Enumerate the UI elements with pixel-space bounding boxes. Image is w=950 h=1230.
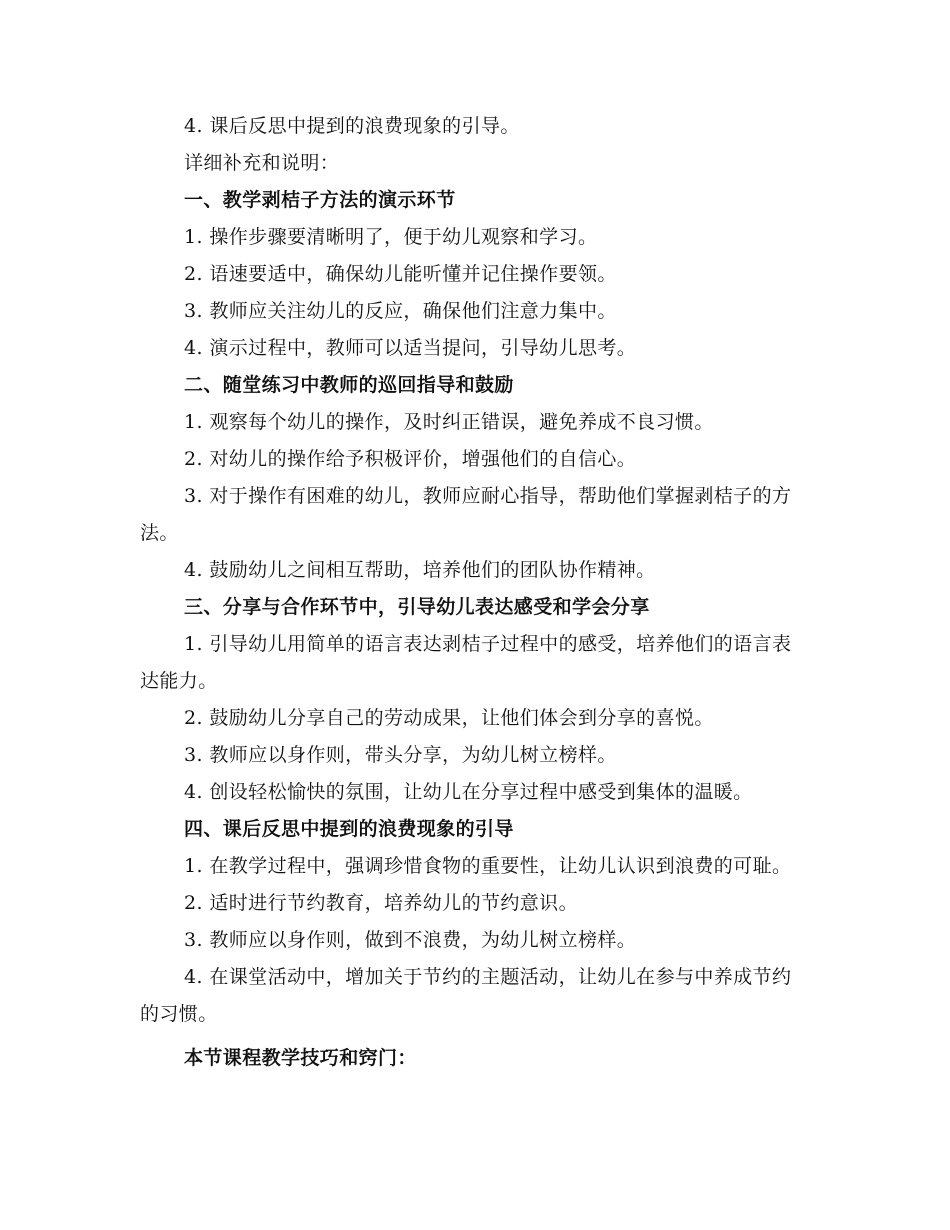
supplement-intro: 详细补充和说明： — [184, 152, 340, 174]
list-item: 3. 教师应关注幼儿的反应，确保他们注意力集中。 — [184, 300, 617, 322]
list-item: 3. 教师应以身作则，做到不浪费，为幼儿树立榜样。 — [184, 929, 637, 951]
list-item: 2. 语速要适中，确保幼儿能听懂并记住操作要领。 — [184, 263, 617, 285]
list-item: 1. 观察每个幼儿的操作，及时纠正错误，避免养成不良习惯。 — [184, 411, 714, 433]
list-item: 4. 演示过程中，教师可以适当提问，引导幼儿思考。 — [184, 337, 637, 359]
list-item: 2. 鼓励幼儿分享自己的劳动成果，让他们体会到分享的喜悦。 — [184, 707, 714, 729]
list-item: 3. 对于操作有困难的幼儿，教师应耐心指导，帮助他们掌握剥桔子的方法。 — [140, 485, 792, 544]
document-body — [140, 108, 810, 1077]
list-item: 2. 对幼儿的操作给予积极评价，增强他们的自信心。 — [184, 448, 637, 470]
list-item: 2. 适时进行节约教育，培养幼儿的节约意识。 — [184, 892, 578, 914]
list-item: 4. 鼓励幼儿之间相互帮助，培养他们的团队协作精神。 — [184, 559, 656, 581]
section-heading-2: 二、随堂练习中教师的巡回指导和鼓励 — [184, 374, 514, 396]
section-heading-4: 四、课后反思中提到的浪费现象的引导 — [184, 818, 514, 840]
list-item: 1. 操作步骤要清晰明了，便于幼儿观察和学习。 — [184, 226, 598, 248]
list-item: 1. 在教学过程中，强调珍惜食物的重要性，让幼儿认识到浪费的可耻。 — [184, 855, 792, 877]
section-heading-3: 三、分享与合作环节中，引导幼儿表达感受和学会分享 — [184, 596, 650, 618]
list-item: 1. 引导幼儿用简单的语言表达剥桔子过程中的感受，培养他们的语言表达能力。 — [140, 633, 792, 692]
section-heading-1: 一、教学剥桔子方法的演示环节 — [184, 189, 456, 211]
closing-heading: 本节课程教学技巧和窍门： — [184, 1047, 417, 1069]
list-item: 3. 教师应以身作则，带头分享，为幼儿树立榜样。 — [184, 744, 617, 766]
list-item: 4. 创设轻松愉快的氛围，让幼儿在分享过程中感受到集体的温暖。 — [184, 781, 753, 803]
list-item: 4. 在课堂活动中，增加关于节约的主题活动，让幼儿在参与中养成节约的习惯。 — [140, 966, 792, 1025]
paragraph-item-4-reflection: 4. 课后反思中提到的浪费现象的引导。 — [184, 115, 520, 137]
